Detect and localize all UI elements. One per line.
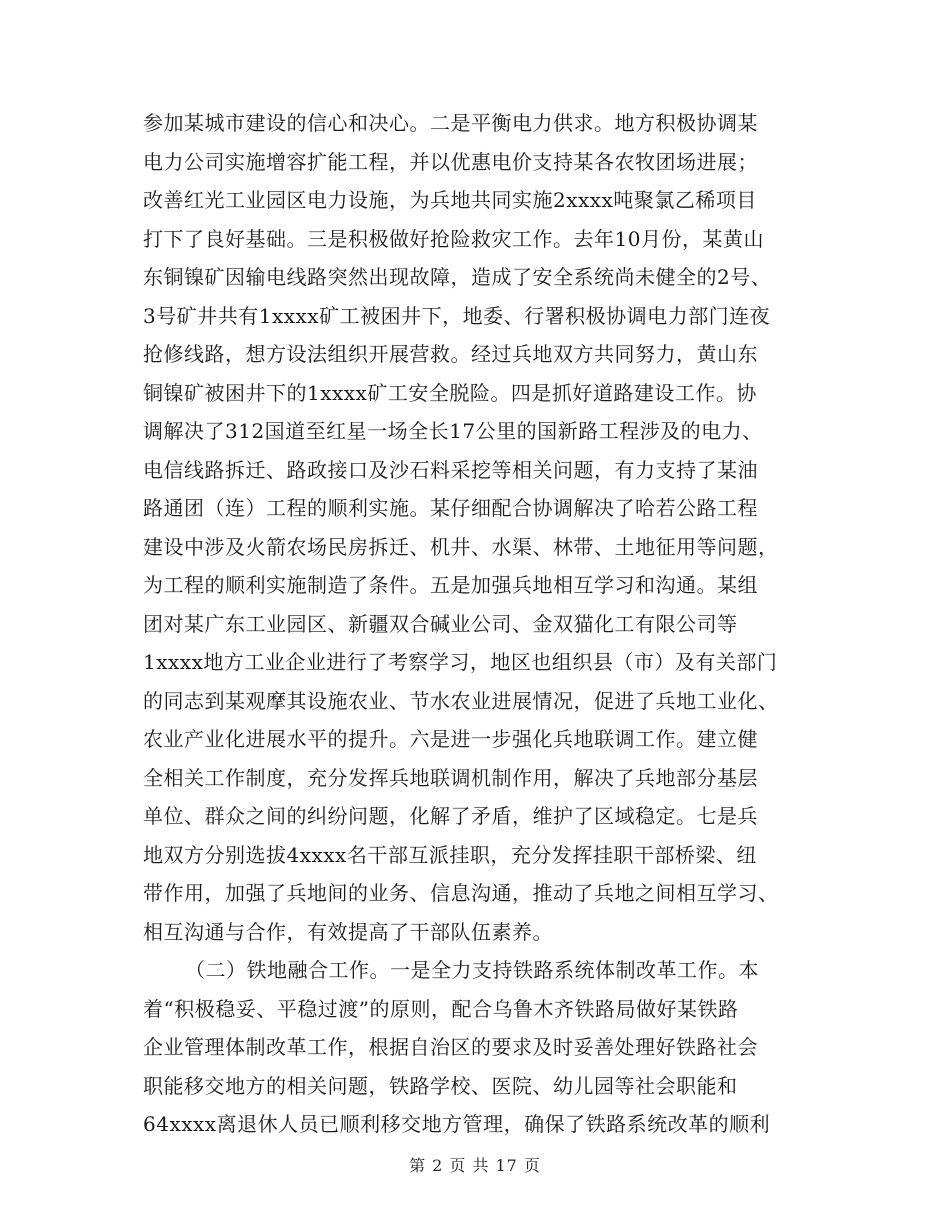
text-line: 团对某广东工业园区、新疆双合碱业公司、金双猫化工有限公司等 bbox=[143, 611, 738, 636]
text-line: 农业产业化进展水平的提升。六是进一步强化兵地联调工作。建立健 bbox=[143, 727, 758, 751]
text-line: 着“积极稳妥、平稳过渡”的原则，配合乌鲁木齐铁路局做好某铁路 bbox=[143, 996, 739, 1021]
text-line: 全相关工作制度，充分发挥兵地联调机制作用，解决了兵地部分基层 bbox=[143, 765, 758, 790]
text-line: 3号矿井共有1xxxx矿工被困井下，地委、行署积极协调电力部门连夜 bbox=[143, 303, 771, 328]
text-line: 打下了良好基础。三是积极做好抢险救灾工作。去年10月份，某黄山 bbox=[143, 226, 764, 251]
text-line: 单位、群众之间的纠纷问题，化解了矛盾，维护了区域稳定。七是兵 bbox=[143, 804, 758, 828]
body-text bbox=[143, 104, 811, 1144]
footer-prefix: 第 bbox=[409, 1156, 427, 1175]
page-footer bbox=[0, 1153, 950, 1176]
text-line: 职能移交地方的相关问题，铁路学校、医院、幼儿园等社会职能和 bbox=[143, 1073, 738, 1098]
text-line: 地双方分别选拔4xxxx名干部互派挂职，充分发挥挂职干部桥梁、纽 bbox=[143, 842, 757, 867]
text-line: 东铜镍矿因输电线路突然出现故障，造成了安全系统尚未健全的2号、 bbox=[143, 265, 772, 289]
text-line: 相互沟通与合作，有效提高了干部队伍素养。 bbox=[143, 919, 553, 944]
footer-suffix: 页 bbox=[523, 1156, 541, 1175]
text-line: 建设中涉及火箭农场民房拆迁、机井、水渠、林带、土地征用等问题， bbox=[143, 534, 779, 559]
text-line: 抢修线路，想方设法组织开展营救。经过兵地双方共同努力，黄山东 bbox=[143, 342, 758, 366]
text-line: 路通团（连）工程的顺利实施。某仔细配合协调解决了哈若公路工程 bbox=[143, 496, 758, 520]
text-line: 参加某城市建设的信心和决心。二是平衡电力供求。地方积极协调某 bbox=[143, 111, 758, 135]
text-line: 带作用，加强了兵地间的业务、信息沟通，推动了兵地之间相互学习、 bbox=[143, 881, 779, 905]
text-line: 改善红光工业园区电力设施，为兵地共同实施2xxxx吨聚氯乙稀项目 bbox=[143, 188, 757, 212]
footer-middle: 页 共 bbox=[449, 1156, 490, 1175]
text-line: 企业管理体制改革工作，根据自治区的要求及时妥善处理好铁路社会 bbox=[143, 1035, 758, 1059]
footer-current-page: 2 bbox=[432, 1156, 444, 1175]
text-line: 的同志到某观摩其设施农业、节水农业进展情况，促进了兵地工业化、 bbox=[143, 688, 779, 713]
text-line: 电信线路拆迁、路政接口及沙石料采挖等相关问题，有力支持了某油 bbox=[143, 457, 758, 482]
text-line: 为工程的顺利实施制造了条件。五是加强兵地相互学习和沟通。某组 bbox=[143, 573, 758, 597]
text-line: （二）铁地融合工作。一是全力支持铁路系统体制改革工作。本 bbox=[185, 958, 759, 982]
text-line: 铜镍矿被困井下的1xxxx矿工安全脱险。四是抓好道路建设工作。协 bbox=[143, 380, 757, 405]
text-line: 64xxxx离退休人员已顺利移交地方管理，确保了铁路系统改革的顺利 bbox=[143, 1112, 771, 1136]
footer-total-pages: 17 bbox=[495, 1156, 518, 1175]
text-line: 电力公司实施增容扩能工程，并以优惠电价支持某各农牧团场进展； bbox=[143, 149, 758, 174]
text-line: 1xxxx地方工业企业进行了考察学习，地区也组织县（市）及有关部门 bbox=[143, 650, 778, 674]
text-line: 调解决了312国道至红星一场全长17公里的国新路工程涉及的电力、 bbox=[143, 419, 763, 443]
